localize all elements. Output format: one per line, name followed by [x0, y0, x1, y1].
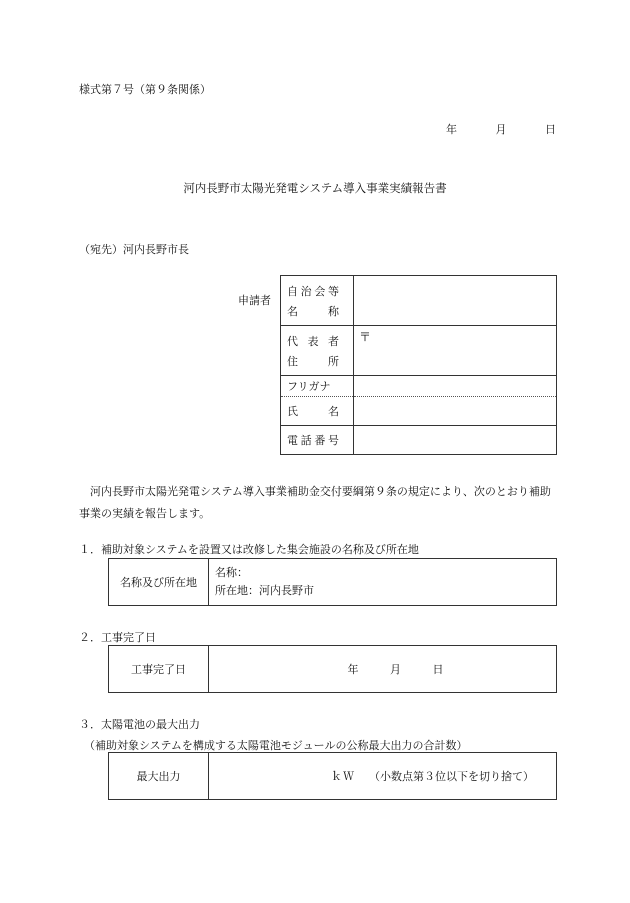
date-month-label: 月	[495, 123, 507, 136]
date-line	[446, 121, 556, 137]
addressee: （宛先）河内長野市長	[79, 243, 189, 256]
applicant-label: 申請者	[238, 294, 271, 307]
max-output-row	[109, 753, 557, 800]
applicant-row-phone	[281, 426, 557, 455]
max-output-field[interactable]	[209, 753, 557, 800]
section1-heading: １．補助対象システムを設置又は改修した集会施設の名称及び所在地	[79, 543, 419, 556]
furigana-field[interactable]	[354, 376, 557, 397]
section2-heading: ２．工事完了日	[79, 631, 156, 644]
kw-unit: ｋＷ	[331, 770, 355, 783]
association-name-label: 自 治 会 等 名 称	[281, 276, 354, 326]
facility-row	[109, 559, 557, 606]
applicant-row-furigana	[281, 376, 557, 397]
name-label: 氏 名	[281, 397, 354, 426]
postal-mark-icon: 〒	[359, 330, 372, 344]
section3-heading: ３．太陽電池の最大出力	[79, 718, 200, 731]
association-name-field[interactable]	[354, 276, 557, 326]
completion-table	[108, 645, 557, 693]
max-output-label: 最大出力	[109, 753, 209, 800]
completion-date-field[interactable]	[209, 646, 557, 693]
facility-field[interactable]	[209, 559, 557, 606]
completion-row	[109, 646, 557, 693]
applicant-table	[280, 275, 557, 455]
phone-label: 電 話 番 号	[281, 426, 354, 455]
completion-month-label: 月	[390, 663, 401, 676]
section3-note: （補助対象システムを構成する太陽電池モジュールの公称最大出力の合計数）	[84, 739, 468, 752]
date-day-label: 日	[545, 123, 556, 136]
applicant-row-association	[281, 276, 557, 326]
applicant-row-name	[281, 397, 557, 426]
facility-name-line: 名称：	[215, 566, 248, 579]
max-output-table	[108, 752, 557, 800]
representative-address-label: 代 表 者 住 所	[281, 326, 354, 376]
body-text: 河内長野市太陽光発電システム導入事業補助金交付要綱第９条の規定により、次のとおり補助事業の実績を報告します。	[79, 485, 551, 520]
facility-address-line: 所在地：河内長野市	[215, 584, 314, 597]
facility-label: 名称及び所在地	[109, 559, 209, 606]
name-field[interactable]	[354, 397, 557, 426]
document-title: 河内長野市太陽光発電システム導入事業実績報告書	[183, 181, 447, 195]
furigana-label: フリガナ	[281, 376, 354, 397]
completion-day-label: 日	[432, 663, 444, 676]
facility-table	[108, 558, 557, 606]
rounding-note: （小数点第３位以下を切り捨て）	[369, 770, 534, 783]
form-number: 様式第７号（第９条関係）	[79, 83, 211, 96]
phone-field[interactable]	[354, 426, 557, 455]
applicant-row-representative	[281, 326, 557, 376]
completion-label: 工事完了日	[109, 646, 209, 693]
date-year-label: 年	[446, 123, 457, 136]
completion-year-label: 年	[347, 663, 359, 676]
representative-address-field[interactable]	[354, 326, 557, 376]
